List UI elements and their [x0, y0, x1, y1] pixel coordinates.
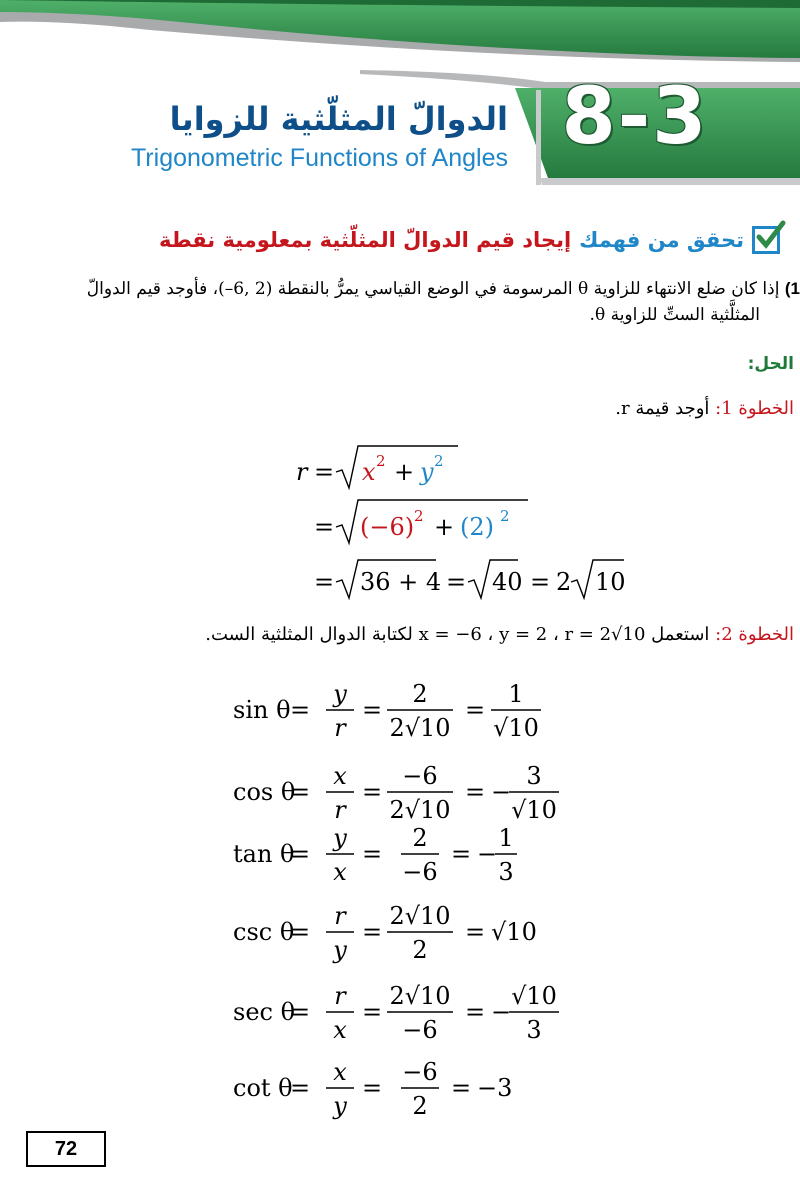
x-value-exp: 2 [414, 507, 424, 525]
svg-text:=: = [362, 840, 383, 868]
value-10: 10 [595, 568, 626, 596]
trig-row-2-ratio-numerator: x [333, 762, 347, 790]
step-1 [615, 398, 794, 419]
trig-row-3-substitution-denominator: −6 [402, 858, 438, 886]
svg-text:=: = [314, 513, 335, 541]
trig-row-2-ratio-denominator: r [334, 796, 346, 824]
svg-text:=: = [290, 778, 311, 806]
trig-row-1-substitution-numerator: 2 [412, 680, 428, 708]
trig-row-5-ratio-denominator: x [333, 1016, 347, 1044]
x-exponent: 2 [376, 452, 386, 470]
trig-row-5-result-numerator: √10 [511, 982, 557, 1010]
svg-text:=: = [446, 568, 467, 596]
trig-row-5-ratio-numerator: r [334, 982, 346, 1010]
x-var: x [362, 458, 376, 486]
check-label: تحقق من فهمك [579, 228, 744, 252]
svg-text:=: = [465, 778, 486, 806]
y-var: y [420, 458, 434, 486]
svg-text:=: = [362, 998, 383, 1026]
value-40: 40 [492, 568, 523, 596]
checkmark-icon [752, 226, 780, 254]
svg-text:=: = [314, 458, 335, 486]
trig-row-4-substitution-denominator: 2 [412, 936, 428, 964]
lesson-number: 8-3 [561, 72, 709, 162]
trig-row-1-result-denominator: √10 [493, 714, 539, 742]
y-value: (2) [460, 513, 494, 541]
trig-row-6-substitution-denominator: 2 [412, 1092, 428, 1120]
trig-row-3-result-numerator: 1 [498, 824, 514, 852]
trig-row-1-function: sin θ [233, 696, 291, 724]
trig-row-5-function: sec θ [233, 998, 296, 1026]
trig-row-4-ratio-numerator: r [334, 902, 346, 930]
y-exponent: 2 [434, 452, 444, 470]
svg-text:=: = [362, 918, 383, 946]
y-value-exp: 2 [500, 507, 510, 525]
svg-text:=: = [362, 696, 383, 724]
trig-row-2-function: cos θ [233, 778, 296, 806]
svg-text:=: = [465, 918, 486, 946]
lesson-title-english: Trigonometric Functions of Angles [130, 144, 508, 172]
trig-row-4-substitution-numerator: 2√10 [389, 902, 451, 930]
check-topic: إيجاد قيم الدوالّ المثلّثية بمعلومية نقطة [159, 228, 572, 252]
svg-text:=: = [290, 1074, 311, 1102]
trig-row-2-result-denominator: √10 [511, 796, 557, 824]
trig-row-3-ratio-numerator: y [333, 824, 347, 852]
trig-row-3-substitution-numerator: 2 [412, 824, 428, 852]
svg-text:−: − [491, 998, 512, 1026]
trig-row-5-result-denominator: 3 [526, 1016, 542, 1044]
trig-row-3-result-denominator: 3 [498, 858, 514, 886]
svg-text:=: = [362, 1074, 383, 1102]
svg-text:=: = [465, 998, 486, 1026]
check-understanding-heading [159, 222, 780, 258]
trig-row-6-function: cot θ [233, 1074, 293, 1102]
trig-row-4-result: √10 [491, 918, 537, 946]
step-1-text: أوجد قيمة r. [615, 398, 710, 419]
step-1-label: الخطوة 1: [715, 398, 794, 419]
r-symbol: r [296, 458, 308, 486]
svg-text:=: = [530, 568, 551, 596]
svg-text:=: = [290, 696, 311, 724]
svg-text:=: = [451, 1074, 472, 1102]
problem-number: 1) [784, 279, 800, 298]
trig-row-2-substitution-numerator: −6 [402, 762, 438, 790]
svg-text:−: − [477, 840, 498, 868]
svg-text:=: = [290, 998, 311, 1026]
step-2-text: استعمل x = −6 ، y = 2 ، r = 2√10 لكتابة الدوال المثلثية الست. [205, 624, 710, 645]
step-2 [205, 624, 794, 645]
svg-text:−: − [491, 778, 512, 806]
trig-row-6-substitution-numerator: −6 [402, 1058, 438, 1086]
trig-row-1-substitution-denominator: 2√10 [389, 714, 451, 742]
problem-line-2: المثلَّثية الستِّ للزاوية θ. [589, 305, 760, 326]
trig-row-1-ratio-denominator: r [334, 714, 346, 742]
problem-line-1: إذا كان ضلع الانتهاء للزاوية θ المرسومة في الوضع القياسي يمرُّ بالنقطة (2 ,6–)، فأوجد قيم الدوالّ [86, 279, 780, 299]
trig-row-1-ratio-numerator: y [333, 680, 347, 708]
svg-text:=: = [290, 918, 311, 946]
trig-row-1-result-numerator: 1 [508, 680, 524, 708]
trig-row-6-result: −3 [477, 1074, 513, 1102]
trig-row-2-result-numerator: 3 [526, 762, 542, 790]
lesson-title-arabic: الدوالّ المثلّثية للزوايا [169, 100, 508, 138]
svg-text:=: = [314, 568, 335, 596]
trig-row-3-function: tan θ [233, 840, 295, 868]
svg-text:=: = [362, 778, 383, 806]
svg-text:+: + [394, 458, 415, 486]
trig-row-6-ratio-numerator: x [333, 1058, 347, 1086]
trig-row-3-ratio-denominator: x [333, 858, 347, 886]
trig-row-4-function: csc θ [233, 918, 295, 946]
problem-text [5, 276, 800, 329]
trig-row-2-substitution-denominator: 2√10 [389, 796, 451, 824]
trig-row-5-substitution-denominator: −6 [402, 1016, 438, 1044]
trig-row-4-ratio-denominator: y [333, 936, 347, 964]
coefficient-2: 2 [556, 568, 572, 596]
svg-text:=: = [290, 840, 311, 868]
svg-text:=: = [451, 840, 472, 868]
step-2-label: الخطوة 2: [715, 624, 794, 645]
svg-text:+: + [434, 513, 455, 541]
sum-36-4: 36 + 4 [360, 568, 442, 596]
x-value: (−6) [360, 513, 415, 541]
solution-label: الحل: [747, 354, 794, 374]
page-number: 72 [26, 1131, 106, 1167]
svg-text:=: = [465, 696, 486, 724]
trig-row-5-substitution-numerator: 2√10 [389, 982, 451, 1010]
trig-row-6-ratio-denominator: y [333, 1092, 347, 1120]
